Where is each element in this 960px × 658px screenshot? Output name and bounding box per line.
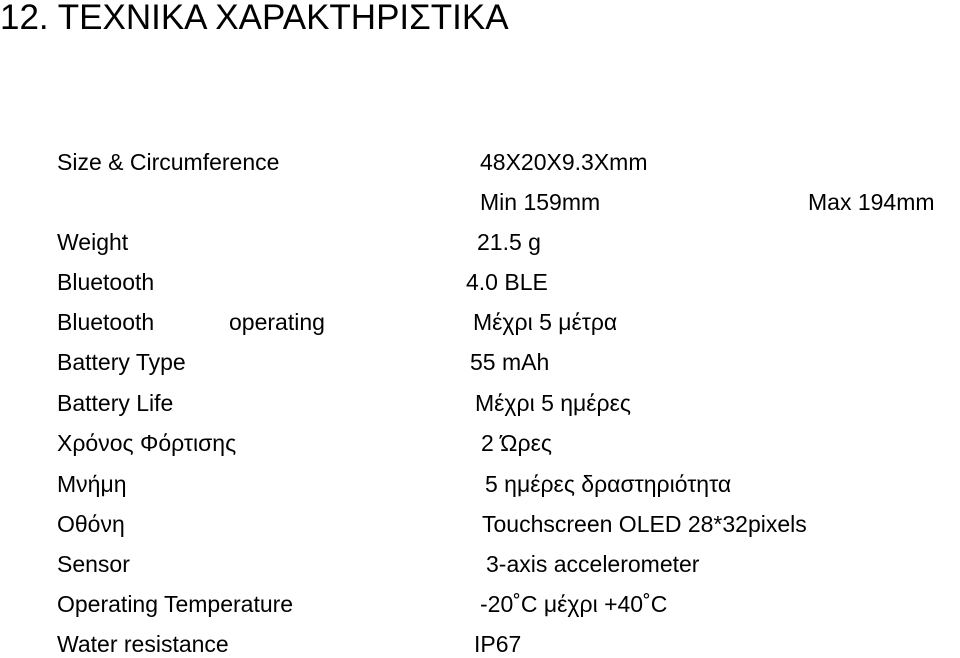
weight-value: 21.5 g — [477, 229, 541, 255]
size-label: Size & Circumference — [57, 149, 280, 175]
charging-time-value: 2 Ώρες — [481, 430, 552, 456]
water-resistance-label: Water resistance — [57, 631, 229, 657]
weight-label: Weight — [57, 229, 129, 255]
circumference-max-value: Max 194mm — [808, 189, 935, 215]
display-label: Οθόνη — [57, 511, 125, 537]
water-resistance-value: IP67 — [474, 631, 522, 657]
battery-type-value: 55 mAh — [470, 349, 550, 375]
size-value: 48X20X9.3Xmm — [480, 149, 648, 175]
charging-time-label: Χρόνος Φόρτισης — [57, 430, 237, 456]
bluetooth-operating-label: Bluetooth — [57, 309, 155, 335]
bluetooth-operating-value: Μέχρι 5 μέτρα — [473, 309, 618, 335]
sensor-label: Sensor — [57, 551, 130, 577]
battery-type-label: Battery Type — [57, 349, 186, 375]
bluetooth-label: Bluetooth — [57, 269, 155, 295]
operating-temperature-value: -20˚C μέχρι +40˚C — [480, 591, 668, 617]
circumference-min-value: Min 159mm — [480, 189, 601, 215]
battery-life-value: Μέχρι 5 ημέρες — [475, 390, 631, 416]
display-value: Touchscreen OLED 28*32pixels — [482, 511, 807, 537]
bluetooth-operating-label-suffix: operating — [229, 309, 325, 335]
bluetooth-value: 4.0 BLE — [466, 269, 548, 295]
memory-value: 5 ημέρες δραστηριότητα — [485, 471, 732, 497]
battery-life-label: Battery Life — [57, 390, 174, 416]
sensor-value: 3-axis accelerometer — [486, 551, 700, 577]
operating-temperature-label: Operating Temperature — [57, 591, 294, 617]
memory-label: Μνήμη — [57, 471, 127, 497]
page-title: 12. ΤΕΧΝΙΚΑ ΧΑΡΑΚΤΗΡΙΣΤΙΚΑ — [0, 0, 509, 37]
